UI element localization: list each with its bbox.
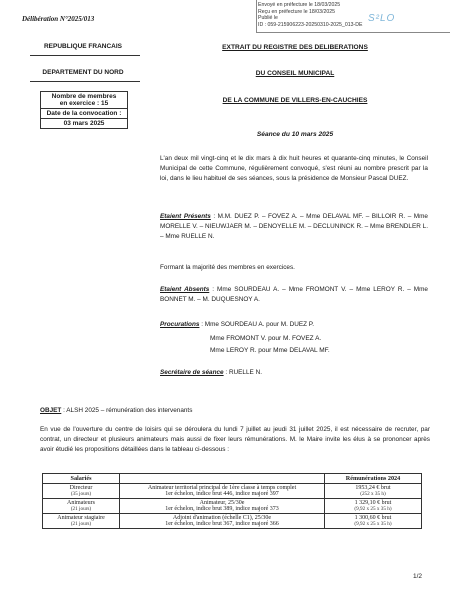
stamp-line: Envoyé en préfecture le 18/03/2025 — [258, 2, 341, 8]
role-days: (21 jours) — [70, 506, 92, 512]
main-paragraph: En vue de l'ouverture du centre de loisirs qui se déroulera du lundi 7 juillet au jeudi 31 juillet 2025, il est nécessaire de recruter, par contrat, un directeur et plusieurs animateurs mais aussi de fixer leurs rémunérations. M. le Maire invite les élus à se prononcer après avoir étudié les propositions détaillées dans le tableau ci-dessous : — [40, 426, 430, 453]
pay-calculation: (9,92 x 25 x 35 h) — [354, 506, 392, 512]
grade-index: 1er échelon, indice brut 367, indice majoré 366 — [165, 521, 279, 527]
secretary-paragraph — [160, 368, 428, 378]
remuneration-table — [42, 473, 422, 529]
proxies-paragraph — [160, 320, 428, 330]
members-box — [40, 91, 128, 129]
slo-logo: S²LO — [368, 13, 396, 24]
table-header-row — [43, 474, 422, 484]
commune-title: DE LA COMMUNE DE VILLERS-EN-CAUCHIES — [222, 97, 368, 104]
proxy-line: Mme FROMONT V. pour M. FOVEZ A. — [210, 335, 322, 342]
convocation-label: Date de la convocation : — [41, 109, 127, 119]
pay-calculation: (9,92 x 25 x 35 h) — [354, 521, 392, 527]
pay-amount: 1 300,60 € brut — [354, 515, 392, 521]
grade-index: 1er échelon, indice brut 446, indice majoré 397 — [165, 491, 279, 497]
table-header: Rémunérations 2024 — [325, 474, 422, 484]
role-name: Animateurs — [67, 500, 95, 506]
members-label — [41, 92, 127, 109]
grade-description: Animateur territorial principal de 1ère classe à temps complet — [147, 485, 297, 491]
prefecture-stamp-text — [258, 2, 450, 28]
role-name: Directeur — [69, 485, 93, 491]
pay-amount: 1 329,10 € brut — [354, 500, 392, 506]
stamp-line: Reçu en préfecture le 18/03/2025 — [258, 8, 336, 15]
grade-description: Animateur, 25/30e — [199, 500, 245, 506]
divider — [30, 55, 140, 56]
absent-list: : Mme SOURDEAU A. – Mme FROMONT V. – Mme LEROY R. – Mme BONNET M. – M. DUQUESNOY A. — [160, 286, 428, 303]
role-days: (35 jours) — [70, 491, 92, 497]
table-header: Salariés — [43, 474, 120, 484]
republic-label: REPUBLIQUE FRANCAIS — [43, 43, 122, 50]
proxy-line: : Mme SOURDEAU A. pour M. DUEZ P. — [201, 321, 315, 328]
convocation-date: 03 mars 2025 — [63, 120, 105, 127]
deliberation-reference: Délibération N°2025/013 — [22, 15, 95, 23]
pay-amount: 1953,24 € brut — [355, 485, 391, 491]
object-line — [40, 406, 430, 416]
members-label-2: en exercice : 15 — [59, 100, 109, 107]
pay-calculation: (252 x 35 h) — [360, 491, 386, 497]
table-cell — [120, 514, 325, 529]
stamp-line: Publié le — [258, 15, 278, 21]
stamp-line: ID : 059-215906223-20250310-2025_013-DE — [258, 21, 363, 28]
department-label: DEPARTEMENT DU NORD — [42, 69, 124, 76]
object-label: OBJET — [40, 407, 62, 414]
session-date: Séance du 10 mars 2025 — [256, 131, 334, 138]
table-row — [43, 484, 422, 499]
secretary-name: : RUELLE N. — [225, 369, 262, 376]
table-cell — [325, 499, 422, 514]
present-paragraph — [160, 212, 428, 242]
members-label-1: Nombre de membres — [51, 93, 117, 100]
grade-description: Adjoint d'animation (échelle C1), 25/30e — [172, 515, 272, 521]
divider — [30, 81, 140, 82]
absent-label: Etaient Absents — [160, 286, 210, 293]
table-row — [43, 514, 422, 529]
register-title: EXTRAIT DU REGISTRE DES DELIBERATIONS — [222, 44, 368, 51]
role-name: Animateur stagiaire — [57, 515, 105, 521]
present-list: : M.M. DUEZ P. – FOVEZ A. – Mme DELAVAL MF. – BILLOIR R. – Mme MORELLE V. – NIEUWJAER M. – DENOYELLE M. – DECLUNINCK R. – Mme BRENDLER L. – Mme RUELLE N. — [160, 213, 428, 240]
grade-index: 1er échelon, indice brut 389, indice majoré 373 — [165, 506, 279, 512]
present-label: Etaient Présents — [160, 213, 211, 220]
table-cell — [325, 484, 422, 499]
proxy-line: Mme LEROY R. pour Mme DELAVAL MF. — [210, 347, 330, 354]
table-cell — [325, 514, 422, 529]
intro-paragraph: L'an deux mil vingt-cinq et le dix mars à dix huit heures et quarante-cinq minutes, le Conseil Municipal de cette Commune, régulièrement convoqué, s'est réuni au nombre prescrit par la loi, dans le lieu habituel de ses séances, sous la présidence de Monsieur Pascal DUEZ. — [160, 155, 428, 182]
table-cell — [43, 514, 120, 529]
secretary-label: Secrétaire de séance — [160, 369, 224, 376]
majority-text: Formant la majorité des membres en exercices. — [160, 264, 295, 271]
table-header — [120, 474, 325, 484]
table-cell — [43, 499, 120, 514]
proxies-label: Procurations — [160, 321, 200, 328]
table-row — [43, 499, 422, 514]
role-days: (21 jours) — [70, 521, 92, 527]
table-cell — [120, 499, 325, 514]
council-title: DU CONSEIL MUNICIPAL — [255, 70, 335, 77]
absent-paragraph — [160, 285, 428, 305]
object-text: : ALSH 2025 – rémunération des intervenants — [63, 407, 193, 414]
table-cell — [120, 484, 325, 499]
table-cell — [43, 484, 120, 499]
page-number: 1/2 — [412, 573, 422, 580]
